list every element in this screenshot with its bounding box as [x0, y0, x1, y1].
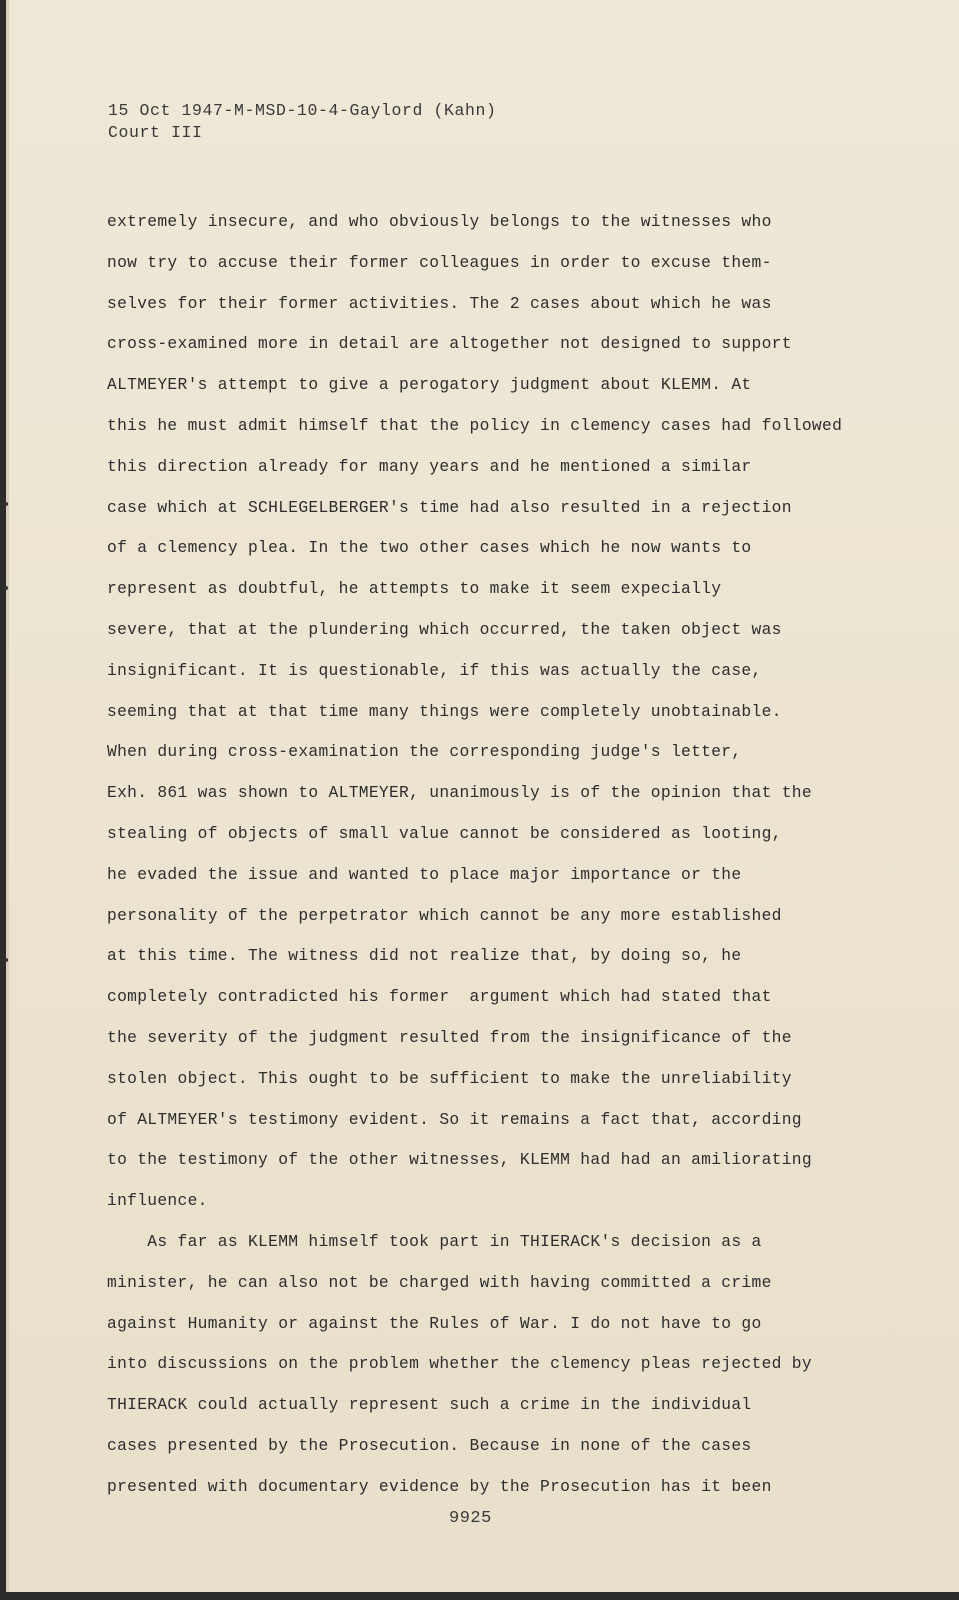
scan-mark [4, 502, 8, 506]
body-line: into discussions on the problem whether the clemency pleas rejected by [107, 1354, 812, 1374]
scan-mark [4, 586, 8, 590]
body-line: stealing of objects of small value cannot be considered as looting, [107, 823, 782, 843]
document-body [107, 202, 867, 1508]
body-line: represent as doubtful, he attempts to make it seem expecially [107, 579, 722, 599]
body-line: As far as KLEMM himself took part in THIERACK's decision as a [107, 1231, 762, 1251]
body-line: insignificant. It is questionable, if this was actually the case, [107, 660, 762, 680]
body-line: minister, he can also not be charged with having committed a crime [107, 1272, 772, 1292]
page-number: 9925 [449, 1509, 492, 1528]
header-date-line: 15 Oct 1947-M-MSD-10-4-Gaylord (Kahn) [108, 101, 497, 120]
body-line: this direction already for many years and he mentioned a similar [107, 456, 752, 476]
body-line: personality of the perpetrator which cannot be any more established [107, 905, 782, 925]
body-line: severe, that at the plundering which occurred, the taken object was [107, 619, 782, 639]
body-line: cross-examined more in detail are altogether not designed to support [107, 334, 792, 354]
document-header [108, 100, 497, 144]
body-line: he evaded the issue and wanted to place major importance or the [107, 864, 742, 884]
body-line: selves for their former activities. The 2 cases about which he was [107, 293, 772, 313]
body-line: at this time. The witness did not realize that, by doing so, he [107, 946, 742, 966]
body-line: When during cross-examination the corresponding judge's letter, [107, 742, 742, 762]
scan-bottom-edge [0, 1592, 959, 1600]
body-line: case which at SCHLEGELBERGER's time had also resulted in a rejection [107, 497, 792, 517]
body-line: presented with documentary evidence by the Prosecution has it been [107, 1476, 772, 1496]
body-line: of ALTMEYER's testimony evident. So it remains a fact that, according [107, 1109, 802, 1129]
body-line: now try to accuse their former colleagues in order to excuse them- [107, 252, 772, 272]
body-line: THIERACK could actually represent such a crime in the individual [107, 1395, 752, 1415]
body-line: stolen object. This ought to be sufficient to make the unreliability [107, 1068, 792, 1088]
body-line: against Humanity or against the Rules of War. I do not have to go [107, 1313, 762, 1333]
body-line: cases presented by the Prosecution. Because in none of the cases [107, 1435, 752, 1455]
body-line: completely contradicted his former argument which had stated that [107, 987, 772, 1007]
scan-left-edge-shadow [6, 0, 9, 1600]
body-line: this he must admit himself that the policy in clemency cases had followed [107, 415, 843, 435]
header-court-line: Court III [108, 123, 203, 142]
scan-mark [4, 958, 8, 962]
body-line: Exh. 861 was shown to ALTMEYER, unanimously is of the opinion that the [107, 783, 812, 803]
body-line: to the testimony of the other witnesses, KLEMM had had an amiliorating [107, 1150, 812, 1170]
body-line: influence. [107, 1191, 208, 1211]
body-line: of a clemency plea. In the two other cases which he now wants to [107, 538, 752, 558]
body-line: seeming that at that time many things were completely unobtainable. [107, 701, 782, 721]
body-line: the severity of the judgment resulted from the insignificance of the [107, 1027, 792, 1047]
body-line: ALTMEYER's attempt to give a perogatory judgment about KLEMM. At [107, 375, 752, 395]
body-line: extremely insecure, and who obviously belongs to the witnesses who [107, 212, 772, 231]
